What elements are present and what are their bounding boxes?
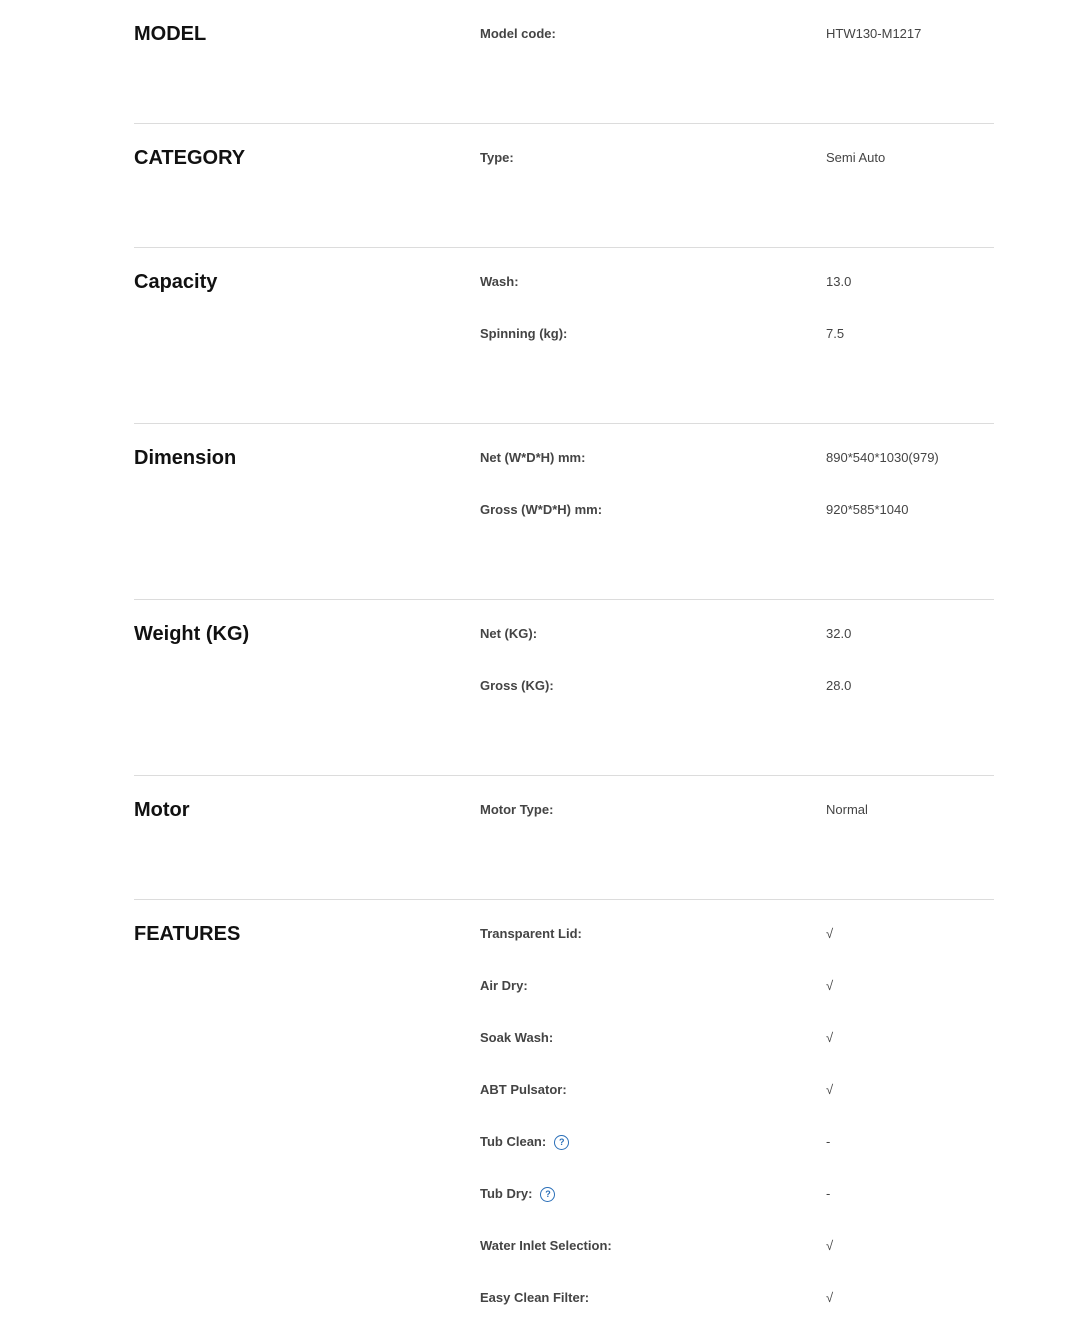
spec-row — [480, 271, 994, 323]
spec-row — [480, 23, 994, 75]
spec-row — [480, 623, 994, 675]
spec-label-text: Tub Clean: — [480, 1134, 547, 1149]
spec-rows — [480, 447, 994, 551]
spec-value: √ — [826, 1238, 834, 1253]
section-title: FEATURES — [134, 923, 241, 945]
spec-label — [480, 675, 826, 697]
help-icon[interactable]: ? — [554, 1135, 569, 1150]
section-title: CATEGORY — [134, 147, 246, 169]
spec-rows — [480, 623, 994, 727]
spec-section-dimension — [134, 424, 994, 600]
section-title: MODEL — [134, 23, 207, 45]
spec-label-text: Net (W*D*H) mm: — [480, 450, 586, 465]
spec-value: √ — [826, 1082, 834, 1097]
spec-rows — [480, 923, 994, 1339]
spec-section-category — [134, 124, 994, 248]
spec-row — [480, 1131, 994, 1183]
section-title: Motor — [134, 799, 190, 821]
spec-value: 7.5 — [826, 326, 845, 341]
spec-row — [480, 1235, 994, 1287]
spec-row — [480, 1079, 994, 1131]
spec-row — [480, 1287, 994, 1339]
section-title: Capacity — [134, 271, 218, 293]
spec-label — [480, 271, 826, 293]
spec-label — [480, 623, 826, 645]
spec-label-text: Model code: — [480, 26, 556, 41]
spec-section-weight-kg — [134, 600, 994, 776]
spec-label-text: Soak Wash: — [480, 1030, 554, 1045]
spec-label-text: Spinning (kg): — [480, 326, 568, 341]
spec-row — [480, 975, 994, 1027]
spec-value: √ — [826, 1290, 834, 1305]
spec-label — [480, 1183, 826, 1205]
spec-label — [480, 323, 826, 345]
spec-label — [480, 23, 826, 45]
spec-label — [480, 447, 826, 469]
spec-label-text: Transparent Lid: — [480, 926, 582, 941]
spec-row — [480, 323, 994, 375]
spec-label — [480, 1287, 826, 1309]
spec-label — [480, 1235, 826, 1257]
spec-label — [480, 923, 826, 945]
spec-rows — [480, 799, 994, 851]
section-title: Weight (KG) — [134, 623, 250, 645]
spec-label-text: Motor Type: — [480, 802, 554, 817]
spec-value: √ — [826, 1030, 834, 1045]
spec-row — [480, 1183, 994, 1235]
spec-section-features — [134, 900, 994, 1339]
spec-row — [480, 675, 994, 727]
spec-value: Normal — [826, 802, 868, 817]
spec-row — [480, 1027, 994, 1079]
spec-section-capacity — [134, 248, 994, 424]
spec-label-text: Net (KG): — [480, 626, 538, 641]
spec-value: √ — [826, 978, 834, 993]
spec-section-motor — [134, 776, 994, 900]
spec-value: Semi Auto — [826, 150, 886, 165]
spec-label-text: ABT Pulsator: — [480, 1082, 567, 1097]
spec-value: - — [826, 1186, 831, 1201]
spec-row — [480, 147, 994, 199]
spec-row — [480, 799, 994, 851]
spec-label-text: Gross (W*D*H) mm: — [480, 502, 603, 517]
spec-label — [480, 1079, 826, 1101]
spec-rows — [480, 271, 994, 375]
spec-section-model — [134, 0, 994, 124]
help-icon[interactable]: ? — [540, 1187, 555, 1202]
spec-table — [134, 0, 994, 1339]
spec-rows — [480, 23, 994, 75]
section-title: Dimension — [134, 447, 237, 469]
spec-value: 920*585*1040 — [826, 502, 909, 517]
spec-value: 32.0 — [826, 626, 852, 641]
spec-label-text: Water Inlet Selection: — [480, 1238, 612, 1253]
spec-label — [480, 799, 826, 821]
spec-value: 13.0 — [826, 274, 852, 289]
spec-label — [480, 1027, 826, 1049]
spec-value: HTW130-M1217 — [826, 26, 922, 41]
spec-label — [480, 975, 826, 997]
spec-label — [480, 147, 826, 169]
spec-value: 890*540*1030(979) — [826, 450, 939, 465]
spec-label-text: Tub Dry: — [480, 1186, 533, 1201]
spec-label-text: Gross (KG): — [480, 678, 554, 693]
spec-label-text: Air Dry: — [480, 978, 528, 993]
spec-row — [480, 499, 994, 551]
spec-row — [480, 447, 994, 499]
spec-label-text: Wash: — [480, 274, 519, 289]
spec-rows — [480, 147, 994, 199]
spec-row — [480, 923, 994, 975]
spec-value: - — [826, 1134, 831, 1149]
spec-label — [480, 499, 826, 521]
spec-label — [480, 1131, 826, 1153]
spec-label-text: Easy Clean Filter: — [480, 1290, 590, 1305]
spec-value: 28.0 — [826, 678, 852, 693]
spec-label-text: Type: — [480, 150, 514, 165]
spec-value: √ — [826, 926, 834, 941]
